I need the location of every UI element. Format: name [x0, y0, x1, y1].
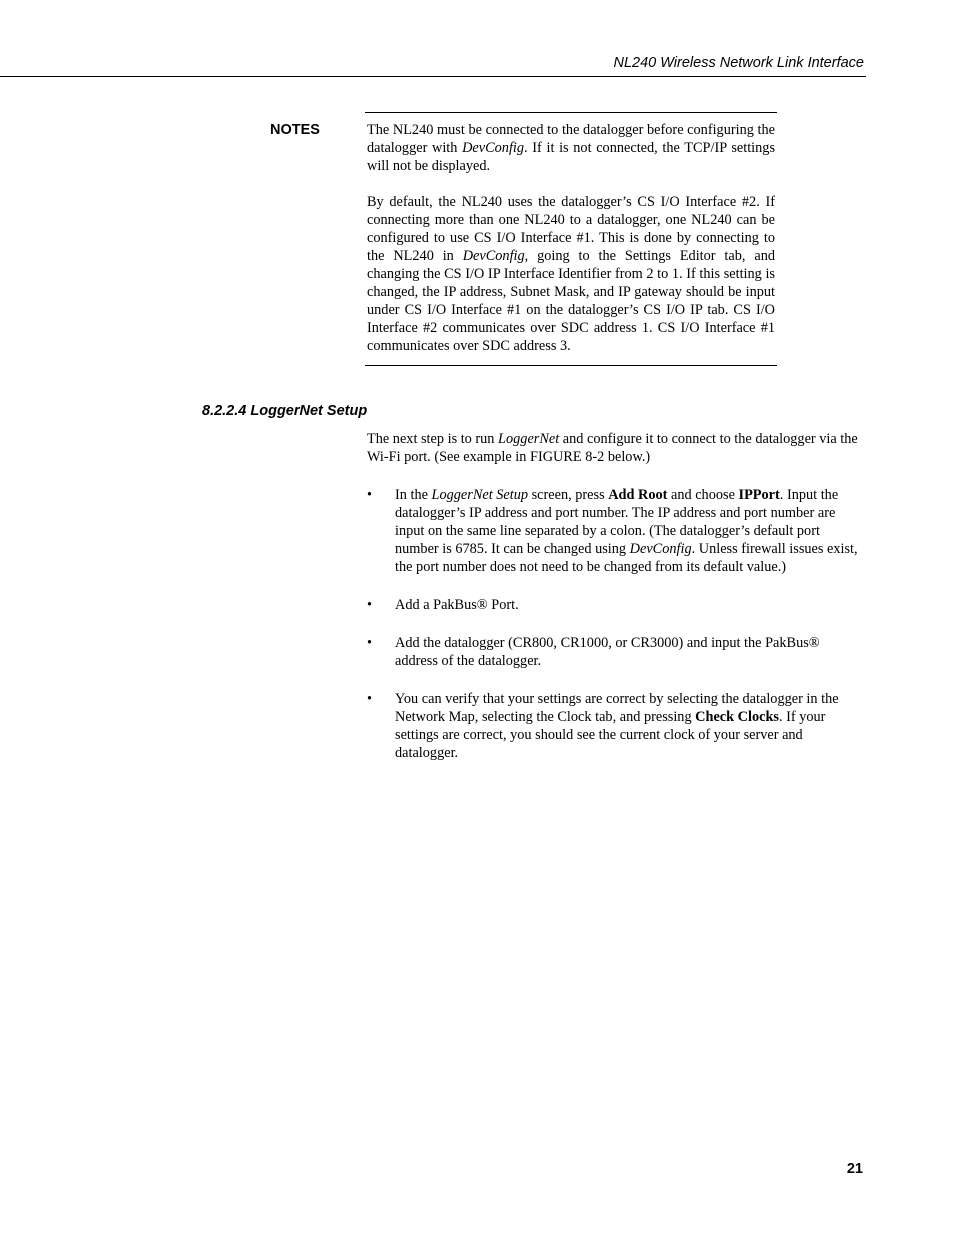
list-item: • Add a PakBus® Port.	[367, 597, 519, 613]
running-header-title: NL240 Wireless Network Link Interface	[613, 55, 864, 71]
bullet-icon: •	[367, 597, 373, 613]
bullet-icon: •	[367, 487, 373, 503]
bullet-list	[367, 486, 863, 762]
section-body	[367, 430, 863, 782]
list-item: • Add the datalogger (CR800, CR1000, or CR3000) and input the PakBus® address of the datalogger.	[367, 635, 820, 669]
notes-label: NOTES	[270, 122, 320, 138]
notes-paragraph-2: By default, the NL240 uses the datalogger’s CS I/O Interface #2. If connecting more than one NL240 to a datalogger, one NL240 can be configured to use CS I/O Interface #1. This is done by connecting to the NL240 in DevConfig, going to the Settings Editor tab, and changing the CS I/O IP Interface Identifier from 2 to 1. If this setting is changed, the IP address, Subnet Mask, and IP gateway should be input under CS I/O Interface #1 on the datalogger’s CS I/O IP tab. CS I/O Interface #2 communicates over SDC address 1. CS I/O Interface #1 communicates over SDC address 3.	[367, 194, 775, 354]
notes-paragraph-1: The NL240 must be connected to the datalogger before configuring the datalogger with DevConfig. If it is not connected, the TCP/IP settings will not be displayed.	[367, 122, 776, 174]
notes-box	[365, 112, 777, 366]
section-heading: 8.2.2.4 LoggerNet Setup	[202, 403, 368, 419]
list-item: • You can verify that your settings are correct by selecting the datalogger in the Network Map, selecting the Clock tab, and pressing Check Clocks. If your settings are correct, you should see the current clock of your server and datalogger.	[367, 691, 839, 761]
header-rule	[0, 76, 866, 77]
intro-paragraph: The next step is to run LoggerNet and configure it to connect to the datalogger via the Wi-Fi port. (See example in FIGURE 8-2 below.)	[367, 431, 858, 465]
bullet-icon: •	[367, 691, 373, 707]
bullet-icon: •	[367, 635, 373, 651]
page-number: 21	[846, 1161, 863, 1177]
list-item: • In the LoggerNet Setup screen, press Add Root and choose IPPort. Input the datalogger’s IP address and port number. The IP address and port number are input on the same line separated by a colon. (The datalogger’s default port number is 6785. It can be changed using DevConfig. Unless firewall issues exist, the port number does not need to be changed from its default value.)	[367, 487, 858, 575]
